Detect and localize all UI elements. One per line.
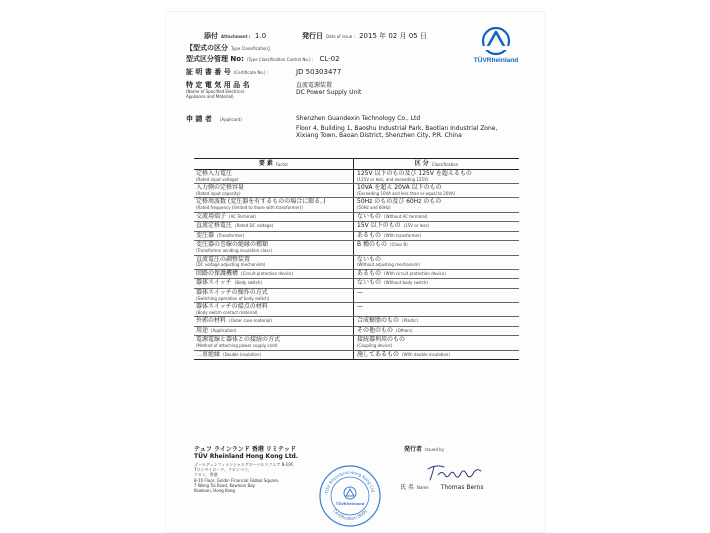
classification-jp: 50Hz のもの及び 60Hz のもの bbox=[357, 198, 442, 206]
factor-en: (Double insulation) bbox=[223, 351, 262, 357]
certificate-no-line bbox=[186, 68, 268, 77]
classification-cell bbox=[354, 213, 519, 222]
classification-cell bbox=[354, 317, 519, 326]
classification-en: (Without body switch) bbox=[384, 280, 428, 286]
company-address-en3: Kowloon, Hong Kong bbox=[194, 488, 235, 493]
classification-cell bbox=[354, 241, 519, 254]
classification-header-en: Classification bbox=[431, 161, 459, 167]
classification-cell bbox=[354, 170, 519, 183]
company-address-en1: 8-10 Floor, Goldin Financial Global Square, bbox=[194, 478, 280, 483]
factor-jp: 変圧器 bbox=[196, 231, 215, 239]
factor-cell bbox=[194, 198, 354, 211]
classification-jp: 接続器利用のもの bbox=[357, 336, 406, 344]
factor-jp: 用途 bbox=[196, 326, 209, 334]
company-address-jp1: ゴールディンフィナンシャルグローバルスクエア 8-10F, bbox=[194, 462, 295, 467]
factor-cell bbox=[194, 184, 354, 197]
issued-by-en: Issued by bbox=[425, 447, 445, 452]
factor-jp: 定格周波数 (変圧器を有するものの場合に限る。) bbox=[196, 198, 326, 206]
classification-jp: 施してあるもの bbox=[357, 350, 400, 358]
company-address-en2: 7 Wang Tai Road, Kowloon Bay bbox=[194, 483, 256, 488]
table-row bbox=[194, 256, 519, 270]
factor-en: (Outer case material) bbox=[229, 318, 272, 324]
table-row bbox=[194, 270, 519, 280]
factor-en: (Rated DC voltage) bbox=[235, 223, 274, 229]
classification-jp: — bbox=[357, 303, 363, 311]
factor-cell bbox=[194, 336, 354, 349]
classification-en: (Coupling device) bbox=[357, 343, 393, 349]
factor-cell bbox=[194, 327, 354, 336]
factor-en: (Transformer) bbox=[217, 232, 245, 238]
type-classification-heading bbox=[186, 44, 272, 53]
name-line bbox=[400, 484, 483, 491]
control-en: (Type Classification Control No.) : bbox=[246, 57, 314, 62]
applicant-name: Shenzhen Guandexin Technology Co., Ltd bbox=[296, 115, 421, 122]
table-row bbox=[194, 213, 519, 223]
classification-en: (15V or less) bbox=[403, 223, 429, 229]
factor-jp: 回路の保護機構 bbox=[196, 269, 239, 277]
classification-cell bbox=[354, 222, 519, 231]
classification-en: (With double insulation) bbox=[402, 351, 450, 357]
stamp-bottom-text: Certification Body bbox=[331, 508, 369, 523]
name-en: Name bbox=[416, 485, 429, 490]
classification-cell bbox=[354, 256, 519, 269]
classification-jp: ないもの bbox=[357, 279, 382, 287]
classification-jp: 10VA を超え 20VA 以下のもの bbox=[357, 184, 442, 192]
classification-en: (Exceeding 10VA and less than or equal to 20VA) bbox=[357, 190, 456, 196]
factor-header bbox=[194, 159, 354, 169]
classification-en: (125V or less, and exceeding 125V) bbox=[357, 176, 429, 182]
factor-en: (Method of attaching power supply cord) bbox=[196, 343, 278, 349]
classification-table bbox=[194, 158, 519, 360]
control-label: 型式区分管理 No: bbox=[186, 55, 244, 63]
classification-jp: あるもの bbox=[357, 269, 382, 277]
certificate-no-value: JD 50303477 bbox=[296, 68, 342, 76]
issued-by-label: 発行者 bbox=[404, 446, 423, 453]
factor-en: (Application) bbox=[211, 327, 237, 333]
classification-jp: 15V 以下のもの bbox=[357, 222, 401, 230]
table-row bbox=[194, 232, 519, 242]
tuv-rheinland-logo bbox=[466, 26, 526, 64]
classification-jp: 125V 以下のもの及び 125V を超えるもの bbox=[357, 170, 472, 177]
classification-en: (Without AC terminal) bbox=[384, 213, 428, 219]
tuv-triangle-icon bbox=[479, 26, 513, 56]
factor-cell bbox=[194, 351, 354, 360]
certification-stamp bbox=[318, 464, 382, 528]
classification-header-label: 区 分 bbox=[414, 159, 429, 167]
factor-jp: 直流定格電圧 bbox=[196, 222, 233, 230]
factor-cell bbox=[194, 317, 354, 326]
factor-jp: 二重絶縁 bbox=[196, 350, 221, 358]
classification-jp: あるもの bbox=[357, 231, 382, 239]
factor-cell bbox=[194, 232, 354, 241]
factor-cell bbox=[194, 241, 354, 254]
factor-en: (Body switch) bbox=[234, 280, 263, 286]
stamp-top-text: TÜV Rheinland Hong Kong Ltd. bbox=[324, 469, 376, 495]
company-name-jp: テュフ ラインランド 香港 リミテッド bbox=[194, 446, 296, 453]
certification-seal-icon bbox=[318, 464, 382, 528]
factor-jp: 外郭の材料 bbox=[196, 317, 227, 325]
factor-jp: 器体スイッチ bbox=[196, 279, 232, 287]
factor-cell bbox=[194, 279, 354, 288]
classification-en: (Class B) bbox=[390, 242, 408, 248]
certificate-page bbox=[166, 12, 545, 532]
issue-en: Date of issue : bbox=[326, 34, 355, 39]
factor-header-label: 要 素 bbox=[258, 159, 273, 167]
product-value-jp: 直流電源装置 bbox=[296, 82, 333, 89]
company-name-en: TÜV Rheinland Hong Kong Ltd. bbox=[194, 453, 299, 460]
name-label: 氏 名 bbox=[400, 484, 414, 491]
factor-header-en: Factor bbox=[275, 161, 289, 167]
table-row bbox=[194, 279, 519, 289]
classification-en: (Others) bbox=[396, 327, 413, 333]
factor-cell bbox=[194, 303, 354, 316]
factor-en: (Rated input voltage) bbox=[196, 176, 239, 182]
table-row bbox=[194, 198, 519, 212]
attachment-line bbox=[204, 32, 266, 41]
product-en1: (Name of Specified Electrical bbox=[186, 89, 244, 94]
classification-en: (Without adjusting mechanism) bbox=[357, 262, 420, 268]
applicant-address-line2: Xixiang Town, Baoan District, Shenzhen City, P.R. China bbox=[296, 132, 462, 139]
table-row bbox=[194, 289, 519, 303]
factor-jp: 変圧器の巻線の絶縁の種類 bbox=[196, 241, 269, 249]
classification-cell bbox=[354, 184, 519, 197]
classification-cell bbox=[354, 279, 519, 288]
classification-cell bbox=[354, 336, 519, 349]
table-row bbox=[194, 241, 519, 255]
factor-cell bbox=[194, 213, 354, 222]
applicant-label-line bbox=[186, 115, 242, 124]
issue-date-line bbox=[302, 32, 427, 41]
classification-cell bbox=[354, 198, 519, 211]
product-value-en: DC Power Supply Unit bbox=[296, 89, 362, 96]
applicant-en: (Applicant) bbox=[219, 117, 242, 122]
type-class-label: 【型式の区分 bbox=[186, 44, 228, 52]
stamp-center-text: TÜVRheinland bbox=[335, 502, 365, 506]
control-no-line bbox=[186, 55, 340, 64]
classification-cell bbox=[354, 270, 519, 279]
factor-jp: 電源電線と器体との接続の方式 bbox=[196, 336, 281, 344]
classification-cell bbox=[354, 303, 519, 316]
product-en2: Appliance and Material) bbox=[186, 94, 234, 99]
issue-value: 2015 年 02 月 05 日 bbox=[359, 32, 427, 40]
factor-en: (Rated input capacity) bbox=[196, 190, 241, 196]
table-row bbox=[194, 184, 519, 198]
cert-label: 証 明 書 番 号 bbox=[186, 68, 231, 76]
factor-en: (Body switch contact material) bbox=[196, 309, 258, 315]
product-label-block bbox=[186, 81, 250, 99]
classification-header bbox=[354, 159, 519, 169]
applicant-block bbox=[296, 115, 497, 139]
attachment-value: 1.0 bbox=[254, 32, 267, 40]
classification-jp: — bbox=[357, 288, 363, 296]
classification-cell bbox=[354, 351, 519, 360]
factor-en: (Switching operation of body switch) bbox=[196, 295, 270, 301]
table-body bbox=[194, 170, 519, 359]
classification-cell bbox=[354, 327, 519, 336]
issued-by-line bbox=[404, 446, 444, 453]
attachment-label: 添付 bbox=[204, 32, 218, 40]
factor-cell bbox=[194, 222, 354, 231]
cert-en: (Certificate No.) : bbox=[233, 70, 269, 75]
classification-en: (With circuit protection device) bbox=[384, 270, 446, 276]
classification-cell bbox=[354, 289, 519, 302]
classification-cell bbox=[354, 232, 519, 241]
classification-jp: 合成樹脂のもの bbox=[357, 317, 400, 325]
classification-jp: ないもの bbox=[357, 212, 382, 220]
company-address-jp3: クロン、香港 bbox=[194, 472, 218, 477]
factor-jp: 直流電圧の調整装置 bbox=[196, 255, 251, 263]
classification-jp: ないもの bbox=[357, 255, 382, 263]
table-row bbox=[194, 303, 519, 317]
factor-cell bbox=[194, 289, 354, 302]
classification-en: (50Hz and 60Hz) bbox=[357, 204, 391, 210]
issuer-company-block bbox=[194, 446, 298, 493]
product-value-block bbox=[296, 82, 361, 96]
classification-en: (Plastic) bbox=[402, 318, 419, 324]
factor-en: (AC Terminal) bbox=[229, 213, 256, 219]
control-value: CL-02 bbox=[319, 55, 340, 63]
factor-cell bbox=[194, 256, 354, 269]
logo-text: TÜVRheinland bbox=[473, 57, 519, 64]
table-row bbox=[194, 222, 519, 232]
product-label: 特 定 電 気 用 品 名 bbox=[186, 81, 250, 89]
classification-en: (With transformer) bbox=[384, 232, 422, 238]
table-header bbox=[194, 159, 519, 170]
classification-jp: B 種のもの bbox=[357, 241, 388, 249]
table-row bbox=[194, 317, 519, 327]
attachment-en: Attachment : bbox=[221, 34, 251, 39]
signature-icon bbox=[424, 463, 486, 483]
factor-en: (DC voltage adjusting mechanism) bbox=[196, 262, 266, 268]
factor-jp: 入力側の定格容量 bbox=[196, 184, 245, 192]
factor-jp: 器体スイッチの接点の材料 bbox=[196, 303, 268, 311]
type-class-en: Type Classification】 bbox=[231, 46, 272, 51]
factor-jp: 器体スイッチの操作の方式 bbox=[196, 288, 268, 296]
classification-jp: その他のもの bbox=[357, 326, 394, 334]
factor-jp: 定格入力電圧 bbox=[196, 170, 233, 177]
table-row bbox=[194, 336, 519, 350]
name-value: Thomas Berns bbox=[440, 484, 484, 491]
applicant-label: 申 請 者 bbox=[186, 115, 212, 123]
table-row bbox=[194, 351, 519, 360]
factor-en: (Circuit protection device) bbox=[241, 270, 294, 276]
factor-en: (Transformer winding insulation class) bbox=[196, 247, 272, 253]
factor-cell bbox=[194, 270, 354, 279]
factor-jp: 交流用端子 bbox=[196, 212, 227, 220]
issue-label: 発行日 bbox=[302, 32, 323, 40]
company-address-jp2: 7ワンタイロード、クロンベイ、 bbox=[194, 467, 252, 472]
factor-en: (Rated frequency (limited to those with transformer)) bbox=[196, 204, 303, 210]
factor-cell bbox=[194, 170, 354, 183]
applicant-address-line1: Floor 4, Building 1, Baoshu Industrial Park, Baotian Industrial Zone, bbox=[296, 125, 498, 132]
table-row bbox=[194, 170, 519, 184]
